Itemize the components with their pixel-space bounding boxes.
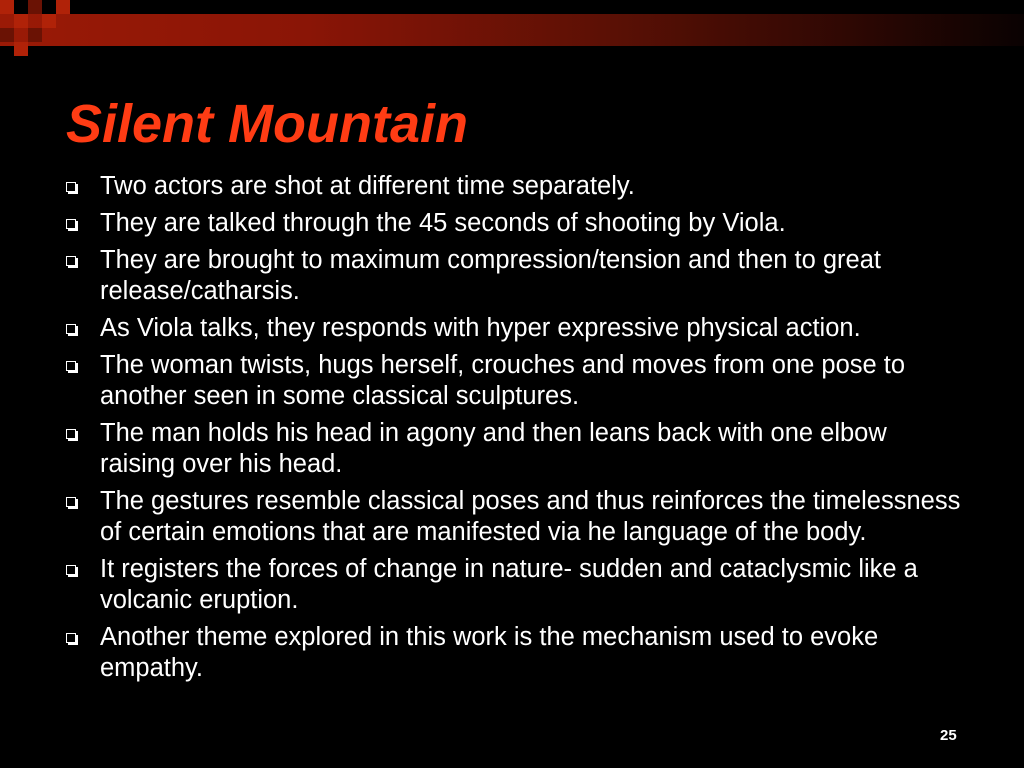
hollow-square-bullet-icon	[66, 429, 76, 439]
header-band	[0, 14, 1024, 46]
bullet-text: The gestures resemble classical poses and thus reinforces the timelessness of certain emotions that are manifested via he language of the body.	[100, 487, 961, 546]
decor-block	[0, 28, 14, 42]
hollow-square-bullet-icon	[66, 633, 76, 643]
hollow-square-bullet-icon	[66, 256, 76, 266]
bullet-text: Another theme explored in this work is the mechanism used to evoke empathy.	[100, 623, 879, 682]
bullet-text: The man holds his head in agony and then leans back with one elbow raising over his head.	[100, 419, 887, 478]
hollow-square-bullet-icon	[66, 361, 76, 371]
hollow-square-bullet-icon	[66, 497, 76, 507]
page-number: 25	[940, 727, 957, 744]
bullet-item	[62, 350, 962, 412]
bullet-text: It registers the forces of change in nature- sudden and cataclysmic like a volcanic eruption.	[100, 555, 918, 614]
bullet-item	[62, 554, 962, 616]
decor-block	[28, 28, 42, 42]
bullet-item	[62, 486, 962, 548]
bullet-item	[62, 313, 962, 344]
bullet-item	[62, 171, 962, 202]
decor-block	[42, 14, 56, 28]
bullet-list	[62, 171, 962, 690]
hollow-square-bullet-icon	[66, 565, 76, 575]
bullet-item	[62, 245, 962, 307]
bullet-item	[62, 418, 962, 480]
bullet-item	[62, 208, 962, 239]
decor-block	[0, 0, 14, 14]
decor-block	[56, 0, 70, 14]
hollow-square-bullet-icon	[66, 324, 76, 334]
bullet-item	[62, 622, 962, 684]
hollow-square-bullet-icon	[66, 182, 76, 192]
bullet-text: They are talked through the 45 seconds of shooting by Viola.	[100, 209, 786, 237]
bullet-text: Two actors are shot at different time separately.	[100, 172, 635, 200]
bullet-text: They are brought to maximum compression/tension and then to great release/catharsis.	[100, 246, 881, 305]
bullet-text: The woman twists, hugs herself, crouches and moves from one pose to another seen in some classical sculptures.	[100, 351, 906, 410]
slide-title: Silent Mountain	[66, 94, 468, 154]
bullet-text: As Viola talks, they responds with hyper expressive physical action.	[100, 314, 861, 342]
decor-block	[14, 14, 28, 28]
decor-block	[28, 0, 42, 14]
decor-block	[14, 42, 28, 56]
hollow-square-bullet-icon	[66, 219, 76, 229]
